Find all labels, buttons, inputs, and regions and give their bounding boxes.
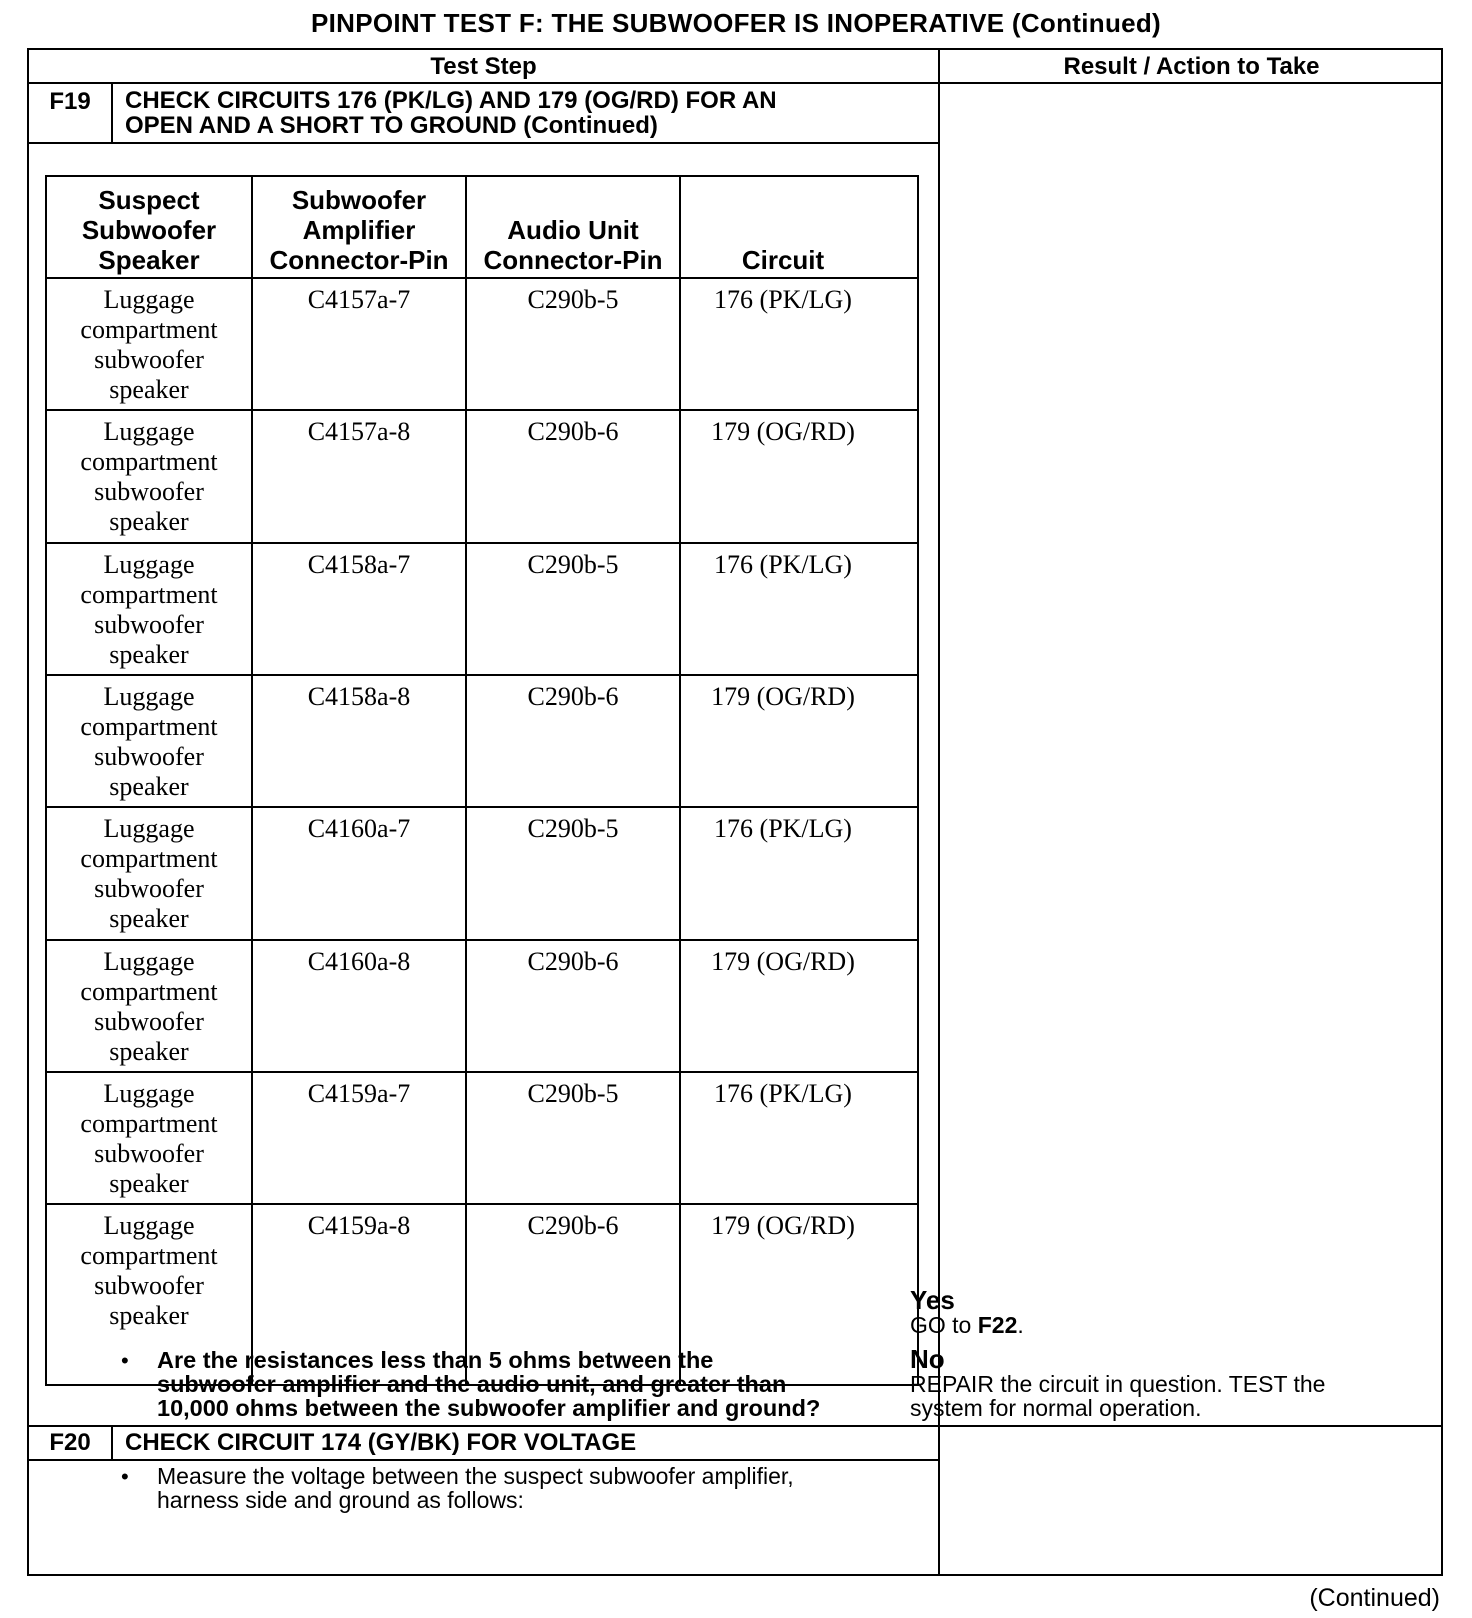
row-divider [47, 674, 917, 676]
cell-speaker: Luggage compartment subwoofer speaker [80, 1211, 218, 1331]
cell-audio-pin: C290b-6 [527, 946, 619, 976]
cell-circuit: 176 (PK/LG) [714, 1078, 852, 1108]
cell-amp-pin: C4159a-7 [307, 1078, 411, 1108]
header-result-action: Result / Action to Take [1063, 53, 1320, 80]
step-number-divider [111, 1426, 113, 1460]
step-title-divider [29, 142, 938, 144]
cell-amp-pin: C4159a-8 [307, 1211, 411, 1241]
no-label: No [910, 1344, 945, 1374]
row-divider [47, 409, 917, 411]
step-title-f20: CHECK CIRCUIT 174 (GY/BK) FOR VOLTAGE [125, 1429, 637, 1456]
cell-audio-pin: C290b-6 [527, 1211, 619, 1241]
result-no: No REPAIR the circuit in question. TEST the system for normal operation. [910, 1344, 1326, 1421]
cell-circuit: 179 (OG/RD) [711, 417, 855, 447]
cell-amp-pin: C4157a-8 [307, 417, 411, 447]
cell-circuit: 176 (PK/LG) [714, 814, 852, 844]
step-number-f20: F20 [49, 1429, 91, 1456]
step-title-f19: CHECK CIRCUITS 176 (PK/LG) AND 179 (OG/RD) FOR AN OPEN AND A SHORT TO GROUND (Continued) [125, 87, 777, 139]
cell-speaker: Luggage compartment subwoofer speaker [80, 417, 218, 537]
row-divider [47, 806, 917, 808]
cell-speaker: Luggage compartment subwoofer speaker [80, 549, 218, 669]
col-header-audio-pin: Audio Unit Connector-Pin [483, 215, 663, 275]
cell-audio-pin: C290b-5 [527, 814, 619, 844]
step-text-f20: Measure the voltage between the suspect subwoofer amplifier, harness side and ground as follows: [157, 1463, 794, 1513]
cell-amp-pin: C4158a-8 [307, 681, 411, 711]
cell-speaker: Luggage compartment subwoofer speaker [80, 681, 218, 801]
cell-amp-pin: C4160a-7 [307, 814, 411, 844]
cell-audio-pin: C290b-6 [527, 681, 619, 711]
cell-audio-pin: C290b-6 [527, 417, 619, 447]
pin-circuit-table [45, 175, 919, 1386]
continued-label: (Continued) [1309, 1584, 1440, 1612]
cell-speaker: Luggage compartment subwoofer speaker [80, 946, 218, 1066]
inner-header-divider [47, 277, 917, 279]
step-title-divider [29, 1459, 938, 1461]
cell-circuit: 179 (OG/RD) [711, 1211, 855, 1241]
cell-amp-pin: C4160a-8 [307, 946, 411, 976]
yes-label: Yes [910, 1285, 955, 1315]
cell-circuit: 176 (PK/LG) [714, 285, 852, 314]
result-yes [910, 1285, 1430, 1338]
page-title: PINPOINT TEST F: THE SUBWOOFER IS INOPERATIVE (Continued) [310, 8, 1162, 38]
cell-audio-pin: C290b-5 [527, 549, 619, 579]
step-question-f19: Are the resistances less than 5 ohms between the subwoofer amplifier and the audio unit, and greater than 10,000 ohms between the subwoofer amplifier and ground? [157, 1347, 821, 1421]
cell-audio-pin: C290b-5 [527, 1078, 619, 1108]
pinpoint-test-table [27, 48, 1443, 1576]
row-divider [47, 1203, 917, 1205]
row-divider [47, 939, 917, 941]
step-divider [29, 1425, 1441, 1427]
cell-circuit: 179 (OG/RD) [711, 681, 855, 711]
cell-speaker: Luggage compartment subwoofer speaker [80, 1078, 218, 1198]
cell-amp-pin: C4158a-7 [307, 549, 411, 579]
header-divider [29, 82, 1441, 84]
cell-audio-pin: C290b-5 [527, 285, 619, 314]
cell-circuit: 179 (OG/RD) [711, 946, 855, 976]
yes-action: GO to F22. [910, 1312, 1024, 1338]
header-test-step: Test Step [430, 53, 537, 80]
cell-amp-pin: C4157a-7 [307, 285, 411, 314]
step-number-divider [111, 84, 113, 143]
cell-speaker: Luggage compartment subwoofer speaker [80, 285, 218, 404]
col-header-amp-pin: Subwoofer Amplifier Connector-Pin [269, 185, 449, 275]
step-number-f19: F19 [49, 88, 91, 115]
cell-speaker: Luggage compartment subwoofer speaker [80, 814, 218, 934]
row-divider [47, 542, 917, 544]
bullet: • [121, 1348, 129, 1373]
bullet: • [121, 1464, 129, 1489]
col-header-speaker: Suspect Subwoofer Speaker [81, 185, 217, 275]
col-header-circuit: Circuit [741, 245, 825, 275]
cell-circuit: 176 (PK/LG) [714, 549, 852, 579]
row-divider [47, 1071, 917, 1073]
